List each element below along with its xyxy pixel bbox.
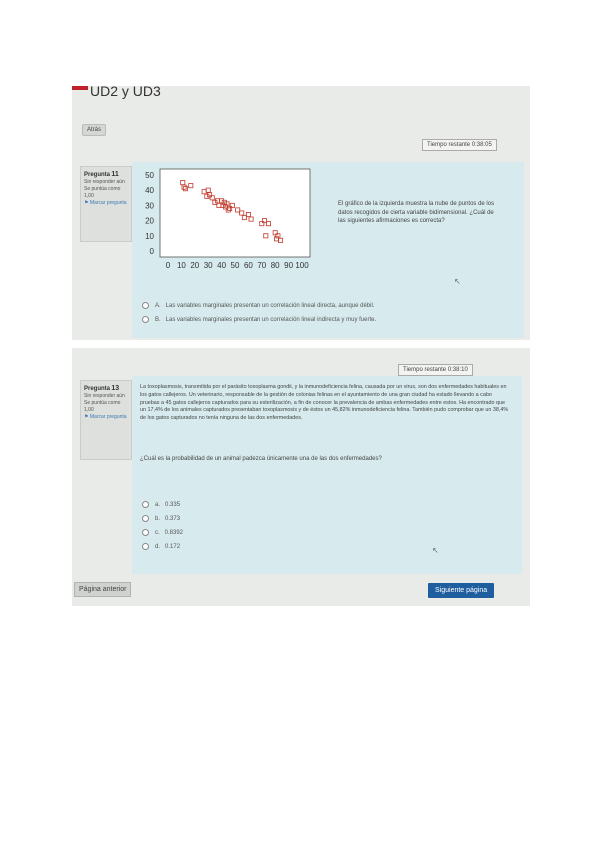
option-letter: A. [155, 302, 161, 309]
option-d[interactable] [142, 543, 183, 550]
x-tick-label: 10 [176, 261, 186, 270]
x-tick-label: 0 [165, 261, 171, 270]
answer-options [142, 302, 376, 330]
question-status: Sin responder aún [84, 393, 125, 400]
y-tick-label: 0 [149, 247, 154, 256]
y-tick-label: 40 [145, 186, 154, 196]
question-content [132, 376, 522, 574]
flag-label: Marcar pregunta [89, 199, 127, 206]
question-info [80, 166, 132, 242]
option-letter: c. [155, 529, 160, 536]
option-a[interactable] [142, 302, 376, 309]
question-number: 13 [111, 385, 120, 392]
option-letter: B. [155, 316, 161, 323]
mouse-cursor-icon: ↖ [454, 277, 461, 286]
radio-c[interactable] [142, 529, 149, 536]
y-tick-label: 10 [145, 231, 154, 241]
question-number: 11 [111, 171, 119, 178]
option-text: 0.335 [165, 501, 181, 508]
radio-d[interactable] [142, 543, 149, 550]
timer: Tiempo restante 0:38:10 [398, 364, 473, 376]
scatter-chart [134, 166, 314, 282]
option-letter: a. [155, 501, 161, 508]
x-tick-label: 20 [190, 261, 200, 270]
previous-page-button[interactable]: Página anterior [74, 582, 131, 597]
next-page-button[interactable]: Siguiente página [428, 583, 494, 598]
x-tick-label: 70 [257, 261, 267, 270]
option-text: 0.172 [165, 543, 181, 550]
x-tick-label: 30 [203, 261, 213, 270]
plot-area [160, 169, 310, 257]
radio-a[interactable] [142, 501, 149, 508]
option-b[interactable] [142, 316, 376, 323]
radio-b[interactable] [142, 316, 149, 323]
brand-accent-bar [72, 86, 88, 90]
timer: Tiempo restante 0:38:05 [422, 139, 497, 151]
flag-label: Marcar pregunta [89, 413, 127, 420]
x-tick-label: 80 [270, 261, 280, 270]
question-text: El gráfico de la izquierda muestra la nube de puntos de los datos recogidos de cierta variable bidimensional. ¿Cuál de las siguientes afirmaciones es correcta? [338, 201, 495, 225]
radio-b[interactable] [142, 515, 149, 522]
question-score: Se puntúa como 1,00 [84, 186, 121, 199]
x-tick-label: 50 [230, 261, 240, 270]
bottom-photo [72, 348, 530, 606]
option-letter: b. [155, 515, 161, 522]
question-text: La toxoplasmosis, transmitida por el parásito toxoplasma gondii, y la inmunodeficiencia felina, causada por un virus, son dos enfermedades habituales en los gatos callejeros. Un veterinario, responsable de la gestión de colonias felinas en el ayuntamiento de una gran ciudad ha estado llevando a cabo pruebas a 45 gatos callejeros capturados para su esterilización, a fin de conocer la prevalencia de ambas enfermedades entre estos. Ha encontrado que un 17,4% de los animales capturados presentaban toxoplasmosis y de éstos un 45,82% inmunodeficiencia felina. También pudo comprobar que un 38,4% de los gatos capturados no tenía ninguna de las dos enfermedades. [140, 384, 509, 422]
question-score: Se puntúa como 1,00 [84, 400, 121, 413]
option-text: Las variables marginales presentan un correlación lineal indirecta y muy fuerte. [165, 316, 377, 323]
option-c[interactable] [142, 529, 183, 536]
x-tick-label: 60 [243, 261, 253, 270]
mouse-cursor-icon: ↖ [432, 546, 439, 555]
question-title: Pregunta [84, 172, 111, 178]
question-prompt: ¿Cuál es la probabilidad de un animal padezca únicamente una de las dos enfermedades? [140, 456, 382, 462]
y-tick-label: 30 [145, 201, 154, 211]
x-tick-label: 90 [284, 261, 294, 270]
option-a[interactable] [142, 501, 183, 508]
question-title: Pregunta [84, 386, 111, 392]
y-tick-label: 20 [145, 216, 154, 226]
x-tick-label: 100 [295, 261, 309, 270]
x-tick-label: 40 [217, 261, 227, 270]
option-text: 0.373 [165, 515, 181, 522]
radio-a[interactable] [142, 302, 149, 309]
question-info [80, 380, 132, 460]
flag-question-link[interactable] [84, 200, 128, 207]
question-status: Sin responder aún [84, 179, 125, 186]
flag-icon: ⚑ [84, 413, 89, 420]
page-heading: UD2 y UD3 [90, 86, 161, 99]
y-tick-label: 50 [145, 171, 154, 180]
flag-icon: ⚑ [84, 199, 89, 206]
answer-options [142, 501, 183, 557]
option-text: Las variables marginales presentan un correlación lineal directa, aunque débil. [165, 302, 375, 309]
top-photo [72, 86, 530, 340]
question-content [132, 162, 524, 338]
option-text: 0.8392 [164, 529, 184, 536]
back-button[interactable]: Atrás [82, 124, 106, 136]
option-letter: d. [155, 543, 161, 550]
option-b[interactable] [142, 515, 183, 522]
flag-question-link[interactable] [84, 414, 128, 421]
